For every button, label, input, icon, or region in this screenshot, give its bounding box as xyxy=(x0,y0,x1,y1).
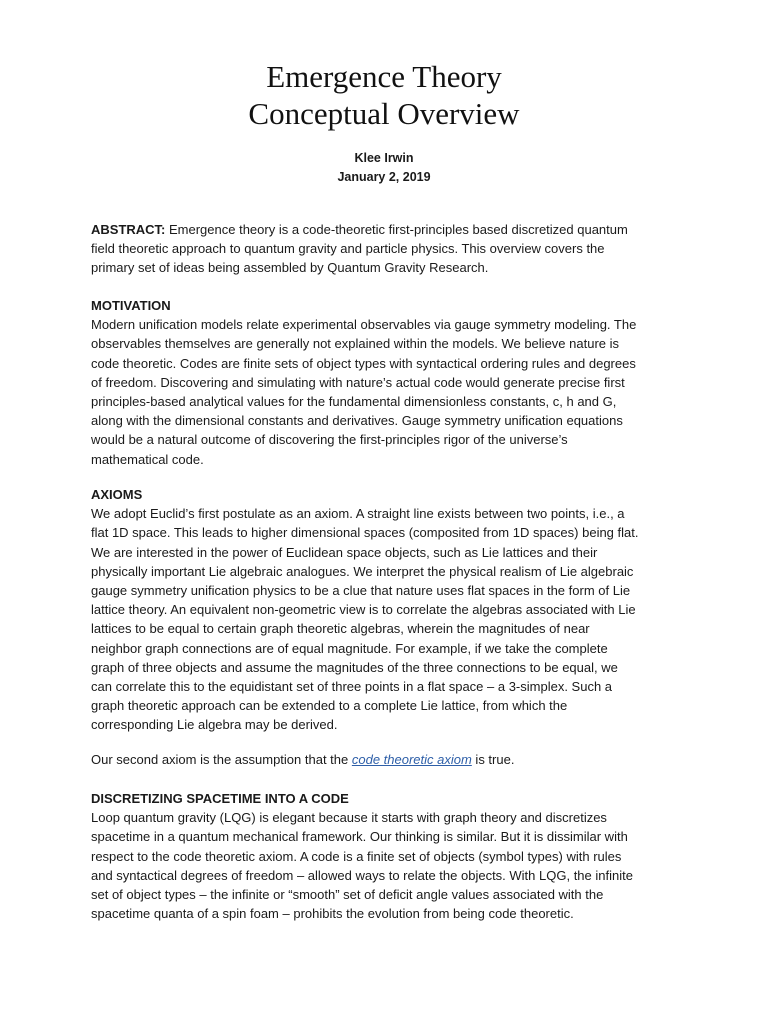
discretizing-heading: DISCRETIZING SPACETIME INTO A CODE xyxy=(91,791,349,806)
author-name: Klee Irwin xyxy=(354,151,414,165)
motivation-line: code theoretic. Codes are finite sets of object types with syntactical ordering rules and degrees xyxy=(91,355,636,371)
publication-date: January 2, 2019 xyxy=(337,170,431,184)
abstract-line xyxy=(91,220,687,239)
abstract-line: primary set of ideas being assembled by Quantum Gravity Research. xyxy=(91,260,489,276)
abstract-section xyxy=(91,220,687,278)
axioms-section xyxy=(91,485,687,734)
second-axiom-paragraph xyxy=(91,750,687,769)
axioms-line: graph theoretic approach can be extended to a complete Lie lattice, from which the xyxy=(91,698,568,714)
discretizing-line: and syntactical degrees of freedom – allowed ways to relate the objects. With LQG, the infinite xyxy=(91,867,633,883)
axioms-line: physically important Lie algebraic analogues. We interpret the physical realism of Lie algebraic xyxy=(91,563,634,579)
code-theoretic-axiom-link[interactable]: code theoretic axiom xyxy=(351,752,472,767)
axioms-line: We adopt Euclid’s first postulate as an axiom. A straight line exists between two points, i.e., a xyxy=(91,506,625,522)
abstract-label: ABSTRACT: xyxy=(91,222,166,237)
motivation-line: of freedom. Discovering and simulating with nature’s actual code would generate precise first xyxy=(91,374,625,390)
motivation-line: principles-based analytical values for the fundamental dimensionless constants, c, h and G, xyxy=(91,393,617,409)
axioms-line: can correlate this to the equidistant set of three points in a flat space – a 3-simplex. Such a xyxy=(91,678,613,694)
motivation-line: Modern unification models relate experimental observables via gauge symmetry modeling. The xyxy=(91,317,637,333)
axioms-heading: AXIOMS xyxy=(91,487,143,502)
motivation-section xyxy=(91,296,687,469)
axioms-line: gauge symmetry unification physics to be a clue that nature uses flat spaces in the form of Lie xyxy=(91,582,631,598)
discretizing-section xyxy=(91,789,687,923)
axioms-line: neighbor graph connections are of equal magnitude. For example, if we take the complete xyxy=(91,640,608,656)
document-title-line1: Emergence Theory xyxy=(266,59,502,94)
second-axiom-text: Our second axiom is the assumption that the xyxy=(91,752,352,767)
discretizing-line: spacetime in a quantum mechanical framework. Our thinking is similar. But it is dissimilar with xyxy=(91,829,628,845)
motivation-line: observables themselves are generally not explained within the models. We believe nature is xyxy=(91,336,619,352)
axioms-line: corresponding Lie algebra may be derived. xyxy=(91,717,338,733)
motivation-line: mathematical code. xyxy=(91,451,204,467)
document-title-line2: Conceptual Overview xyxy=(248,96,520,131)
axioms-line: graph of three objects and assume the magnitudes of the three connections to be equal, we xyxy=(91,659,618,675)
discretizing-line: set of object types – the infinite or “smooth” set of deficit angle values associated with the xyxy=(91,886,604,902)
discretizing-line: Loop quantum gravity (LQG) is elegant because it starts with graph theory and discretizes xyxy=(91,810,607,826)
second-axiom-line xyxy=(91,750,687,769)
second-axiom-text-end: is true. xyxy=(471,752,515,767)
axioms-line: We are interested in the power of Euclidean space objects, such as Lie lattices and their xyxy=(91,544,598,560)
axioms-line: flat 1D space. This leads to higher dimensional spaces (composited from 1D spaces) being flat. xyxy=(91,525,639,541)
motivation-heading: MOTIVATION xyxy=(91,298,171,313)
axioms-line: lattice theory. An equivalent non-geometric view is to correlate the algebras associated with Lie xyxy=(91,602,636,618)
discretizing-line: spacetime quanta of a spin foam – prohibits the evolution from being code theoretic. xyxy=(91,906,574,922)
discretizing-line: respect to the code theoretic axiom. A code is a finite set of objects (symbol types) with rules xyxy=(91,848,622,864)
motivation-line: along with the dimensional constants and derivatives. Gauge symmetry unification equations xyxy=(91,413,623,429)
abstract-line-text: Emergence theory is a code-theoretic first-principles based discretized quantum xyxy=(165,222,628,237)
axioms-line: lattices to be equal to certain graph theoretic algebras, wherein the magnitudes of near xyxy=(91,621,590,637)
abstract-line: field theoretic approach to quantum gravity and particle physics. This overview covers the xyxy=(91,241,605,257)
motivation-line: would be a natural outcome of discovering the first-principles rigor of the universe’s xyxy=(91,432,568,448)
